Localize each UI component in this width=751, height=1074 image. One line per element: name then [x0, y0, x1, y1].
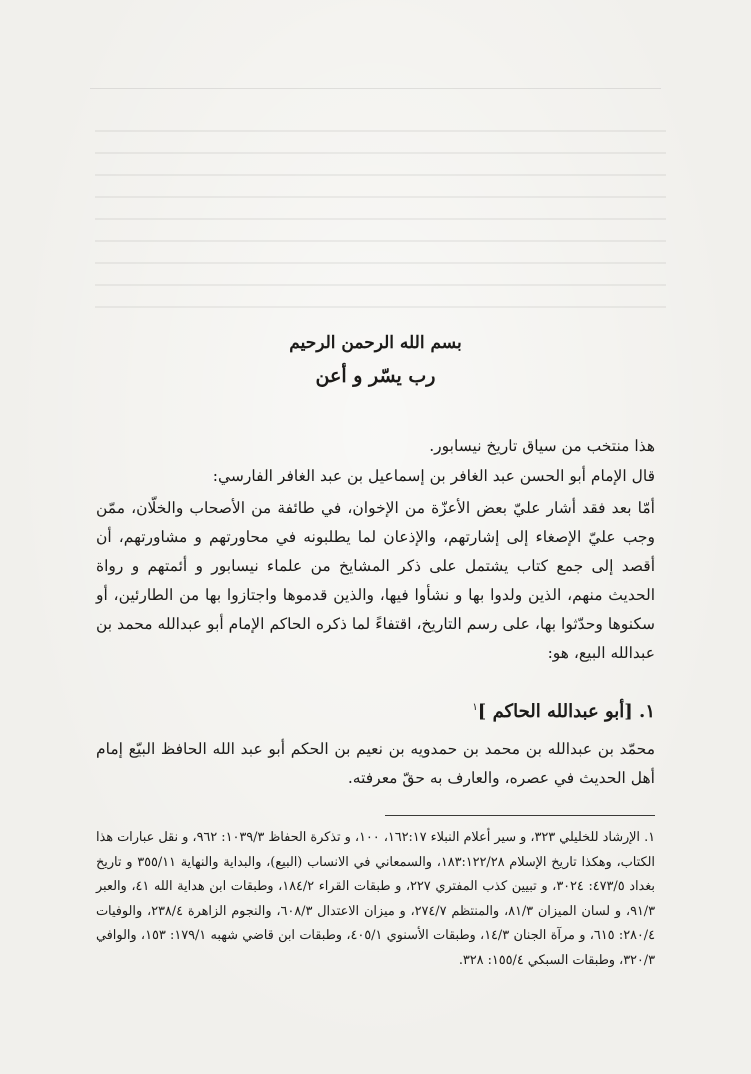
footnote-rule [385, 815, 655, 816]
author-line: قال الإمام أبو الحسن عبد الغافر بن إسماعيل بن عبد الغافر الفارسي: [212, 467, 655, 485]
entry-body: محمّد بن عبدالله بن محمد بن حمدويه بن نعيم بن الحكم أبو عبد الله الحافظ البيّع إمام أهل الحديث في عصره، والعارف به حقّ معرفته. [96, 740, 655, 787]
intro-line: هذا منتخب من سياق تاريخ نيسابور. [429, 437, 655, 455]
bleed-through-text [95, 110, 666, 328]
footnote: ١. الإرشاد للخليلي ٣٢٣، و سير أعلام النبلاء ١٦٢:١٧، ١٠٠، و تذكرة الحفاظ ١٠٣٩/٣: ٩٦٢، و نقل عبارات هذا الكتاب، وهكذا تاريخ الإسلام ١٨٣:١٢٢/٢٨، والسمعاني في الانساب (البيع)، والبداية والنهاية ٣٥٥/١١ و تاريخ بغداد ٤٧٣/٥: ٣٠٢٤، و تبيين كذب المفتري ٢٢٧، و طبقات القراء ١٨٤/٢، وطبقات ابن هداية الله ٤١، والعبر ٩١/٣، و لسان الميزان ٨١/٣، والمنتظم ٢٧٤/٧، و ميزان الاعتدال ٦٠٨/٣، والنجوم الزاهرة ٢٣٨/٤، والوفيات ٢٨٠/٤: ٦١٥، و مرآة الجنان ١٤/٣، وطبقات الأسنوي ٤٠٥/١، وطبقات ابن قاضي شهبه ١٧٩/١: ١٥٣، والوافي ٣٢٠/٣، وطبقات السبكي ١٥٥/٤: ٣٢٨. [96, 830, 656, 968]
bleed-through-header [90, 88, 661, 89]
basmala: بسم الله الرحمن الرحيم [289, 333, 462, 353]
entry-heading [96, 701, 655, 722]
invocation: رب يسّر و أعن [315, 365, 436, 387]
entry-title: ١. [أبو عبدالله الحاكم ] [477, 701, 655, 722]
preface-paragraph: أمّا بعد فقد أشار عليّ بعض الأعزّة من الإخوان، في طائفة من الأصحاب والخلّان، ممّن وجب عليّ الإصغاء إلى إشارتهم، والإذعان لما يطلبونه في محاورتهم و مشاورتهم، أن أقصد إلى جمع كتاب يشتمل على ذكر المشايخ من علماء نيسابور و أئمتهم و رواة الحديث منهم، الذين ولدوا بها و نشأوا فيها، والذين قدموها واجتازوا بها من الطارئين، أو سكنوها وحدّثوا بها، على رسم التاريخ، اقتفاءً لما ذكره الحاكم الإمام أبو عبدالله محمد بن عبدالله البيع، هو: [96, 499, 655, 662]
footnote-marker: ١ [472, 702, 478, 713]
